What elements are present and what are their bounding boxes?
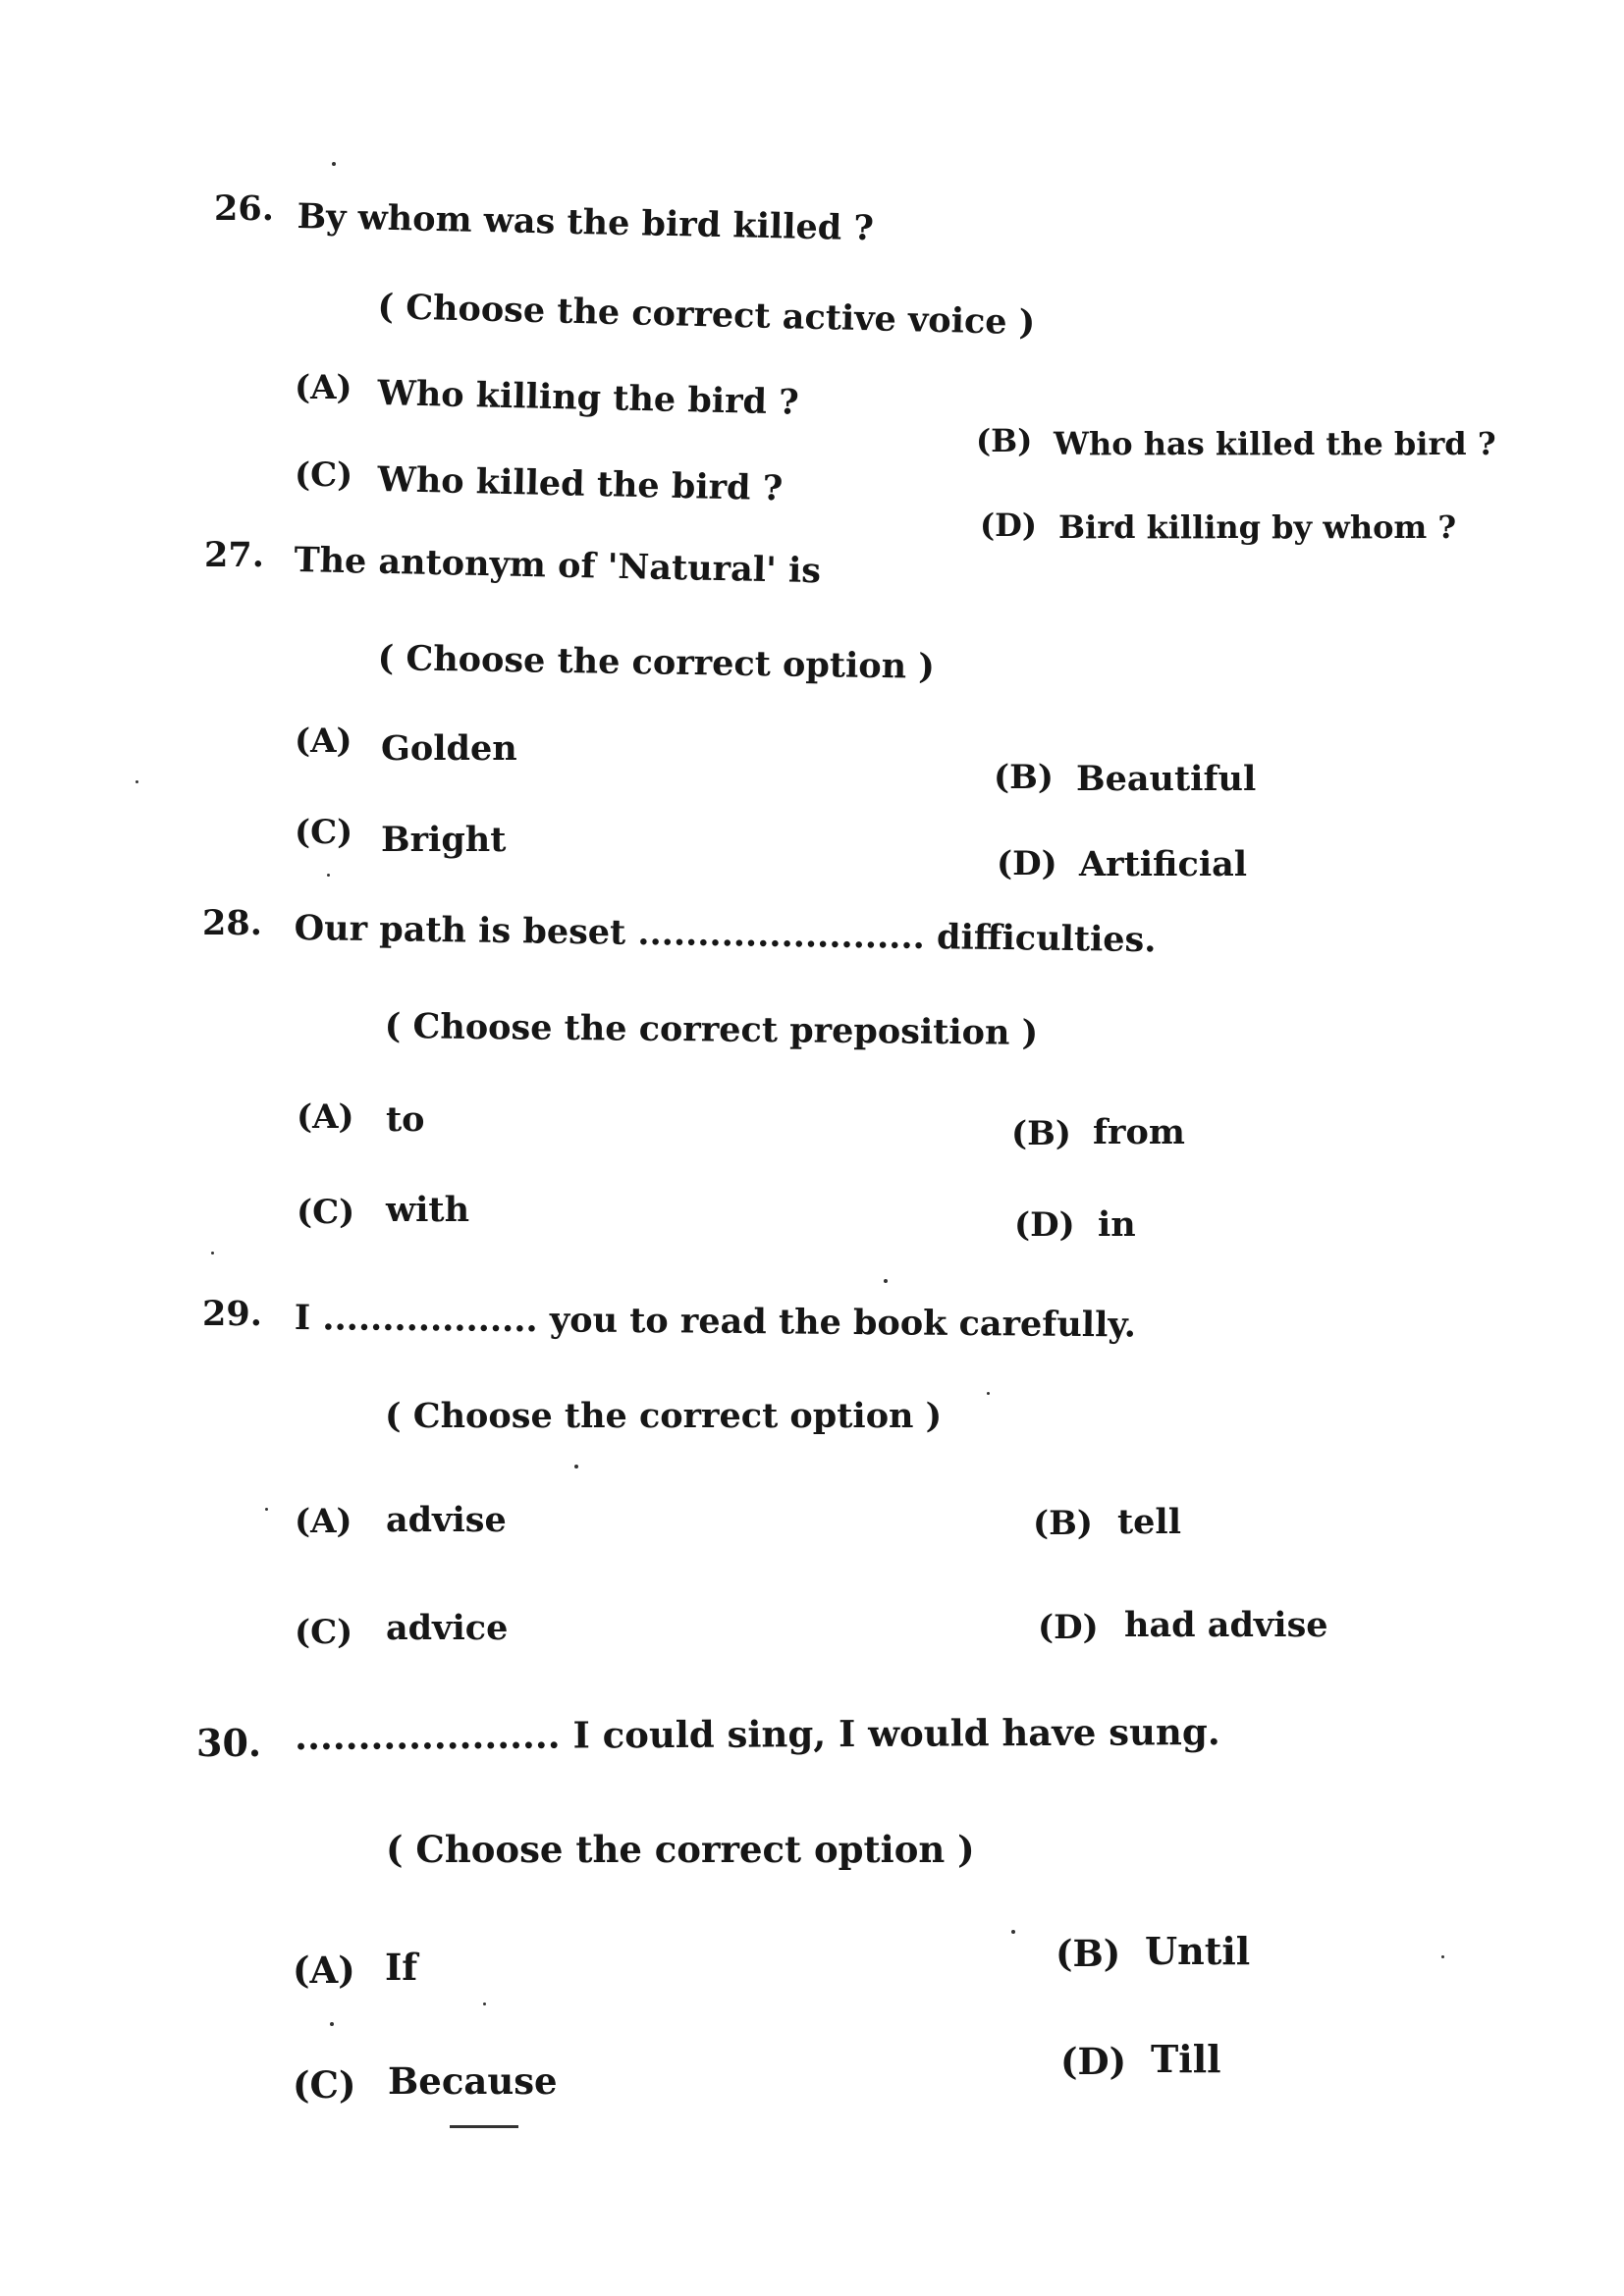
question-instruction: ( Choose the correct preposition )	[384, 1006, 1039, 1053]
option-text: from	[1093, 1112, 1185, 1152]
question-instruction: ( Choose the correct option )	[385, 1396, 943, 1436]
option-text: Who killed the bird ?	[377, 459, 784, 509]
question-number: 28.	[202, 903, 262, 943]
option-text: Beautiful	[1076, 759, 1257, 799]
question-stem: By whom was the bird killed ?	[297, 196, 875, 249]
option-label: (B)	[1033, 1504, 1093, 1543]
option-label: (B)	[1011, 1114, 1071, 1153]
question-number: 29.	[202, 1294, 262, 1334]
option-label: (D)	[1060, 2040, 1127, 2083]
question-instruction: ( Choose the correct option )	[377, 638, 936, 687]
option-text: Who has killed the bird ?	[1054, 425, 1496, 462]
question-stem: I .................. you to read the book carefully.	[294, 1298, 1137, 1346]
option-label: (C)	[293, 2063, 356, 2107]
scan-speck	[332, 162, 336, 166]
question-stem: The antonym of 'Natural' is	[294, 540, 822, 592]
option-label: (A)	[295, 368, 352, 407]
option-label: (C)	[295, 455, 353, 495]
scan-speck	[211, 1252, 214, 1255]
option-label: (C)	[295, 1613, 353, 1652]
scan-speck	[574, 1465, 578, 1468]
option-text: tell	[1117, 1502, 1182, 1542]
option-label: (D)	[1038, 1608, 1099, 1647]
option-label: (A)	[293, 1949, 355, 1992]
option-label: (D)	[1014, 1205, 1075, 1245]
scan-speck	[330, 2022, 334, 2026]
option-text: with	[386, 1190, 470, 1230]
scan-speck	[987, 1392, 990, 1395]
option-text: advice	[386, 1608, 509, 1648]
question-number: 26.	[214, 188, 274, 229]
scan-speck	[483, 2002, 486, 2005]
option-text: had advise	[1124, 1605, 1328, 1645]
option-label: (A)	[295, 721, 352, 761]
option-text: Until	[1145, 1929, 1251, 1973]
scan-speck	[327, 874, 330, 877]
question-stem: Our path is beset ........................ difficulties.	[294, 908, 1157, 961]
scan-speck	[1011, 1930, 1015, 1934]
scan-speck	[1441, 1955, 1444, 1958]
question-number: 30.	[196, 1721, 262, 1765]
option-text: in	[1098, 1204, 1136, 1245]
option-text: Because	[388, 2059, 558, 2103]
option-text: Bird killing by whom ?	[1058, 508, 1457, 546]
option-text: Till	[1151, 2037, 1221, 2081]
option-label: (D)	[980, 507, 1038, 544]
question-instruction: ( Choose the correct active voice )	[376, 287, 1036, 344]
option-label: (D)	[997, 844, 1057, 883]
question-number: 27.	[204, 535, 264, 575]
option-text: Who killing the bird ?	[377, 373, 800, 423]
option-text: Golden	[381, 728, 517, 769]
option-label: (B)	[1056, 1932, 1121, 1975]
option-text: to	[386, 1099, 425, 1140]
option-text: Bright	[381, 820, 507, 860]
option-label: (C)	[295, 813, 353, 852]
option-text: Artificial	[1079, 844, 1248, 884]
option-label: (C)	[297, 1193, 355, 1232]
option-text: If	[385, 1946, 418, 1989]
option-label: (B)	[994, 758, 1054, 797]
scan-speck	[884, 1279, 888, 1283]
question-instruction: ( Choose the correct option )	[386, 1828, 975, 1871]
end-rule	[450, 2125, 518, 2128]
option-label: (A)	[297, 1097, 354, 1137]
option-text: advise	[386, 1500, 507, 1540]
question-stem: ..................... I could sing, I would have sung.	[295, 1710, 1220, 1758]
scan-speck	[135, 780, 138, 783]
option-label: (A)	[295, 1502, 352, 1541]
scan-speck	[265, 1508, 268, 1511]
option-label: (B)	[976, 422, 1033, 459]
